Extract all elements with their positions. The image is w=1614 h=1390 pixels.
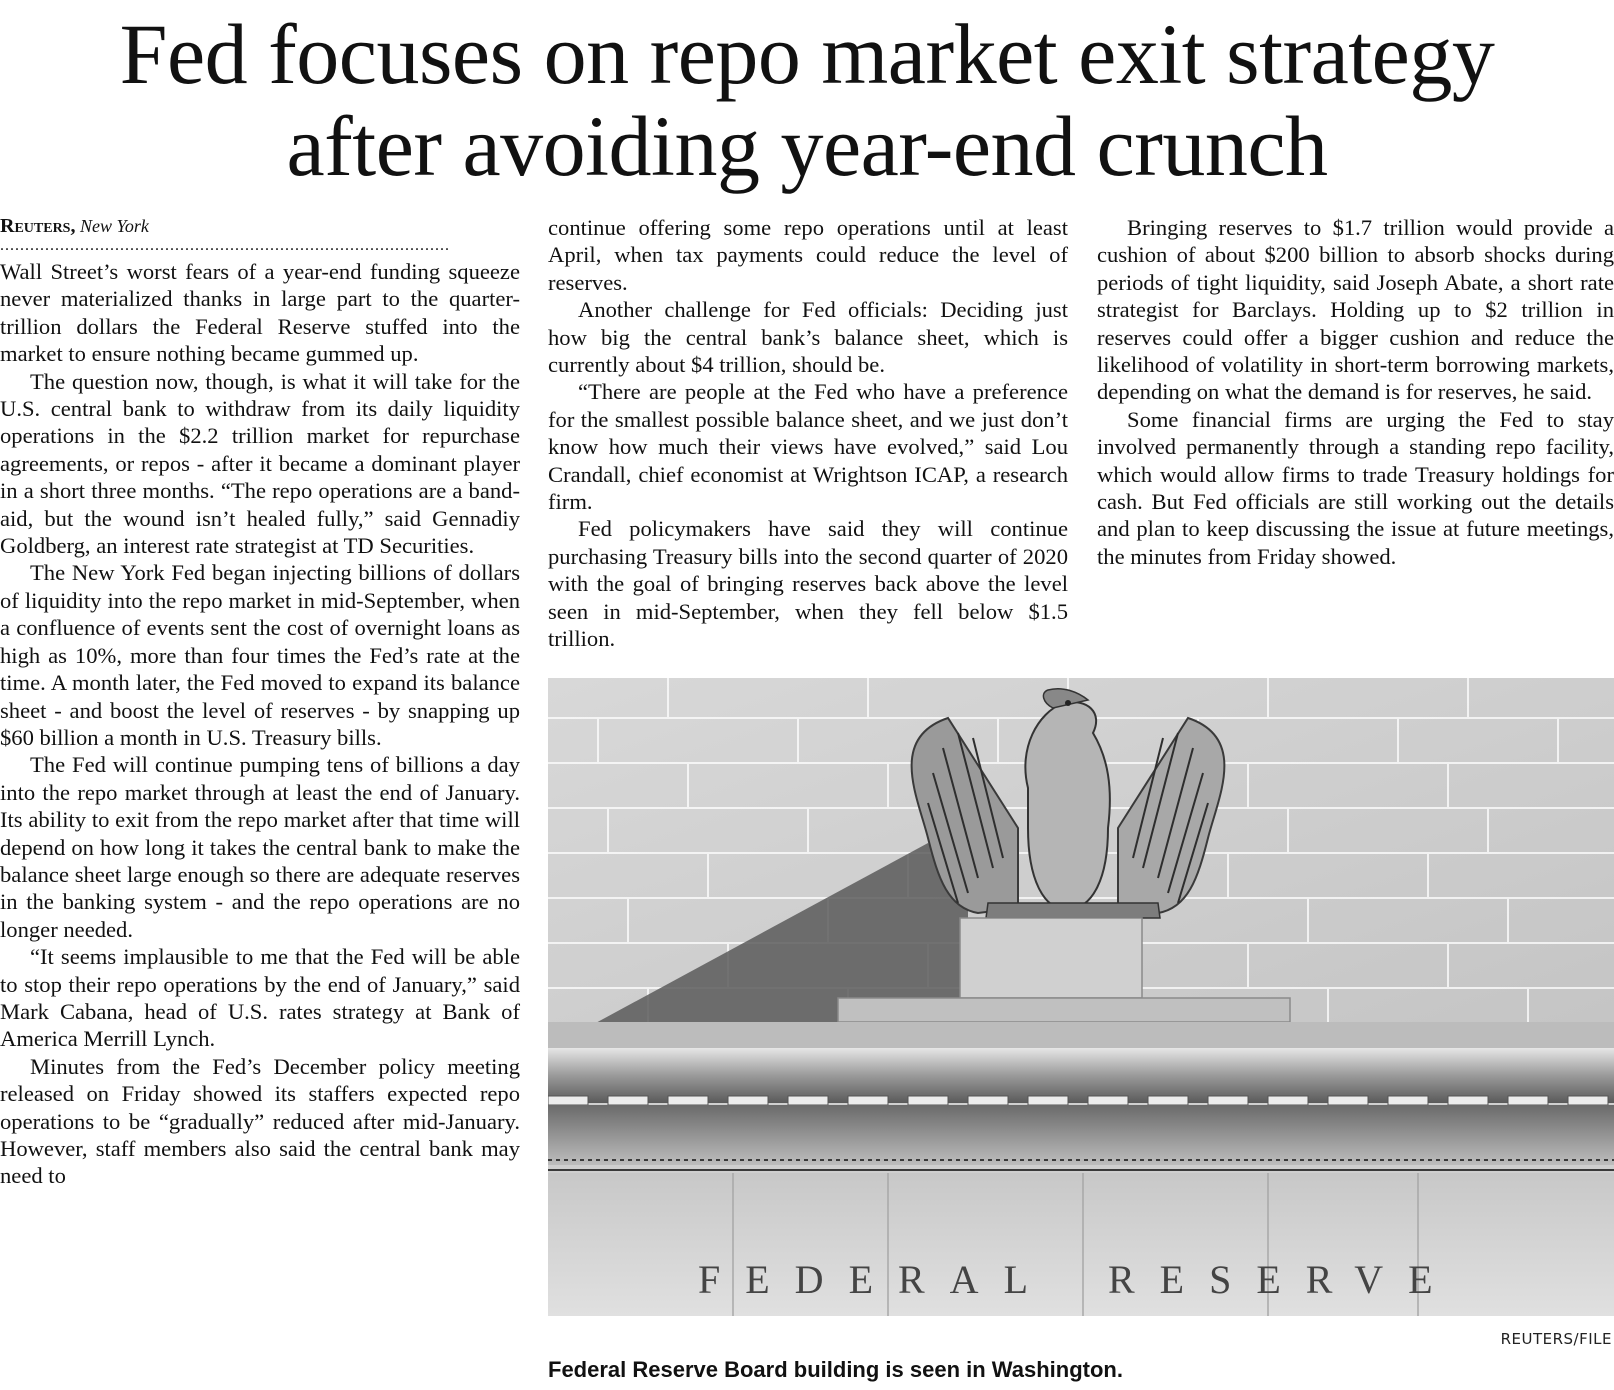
article-paragraph: The question now, though, is what it will take for the U.S. central bank to withdraw from its daily liquidity operations in the $2.2 trillion market for repurchase agreements, or repos - after it became a dominant player in a short three months. “The repo operations are a band-aid, but the wound isn’t healed fully,” said Gennadiy Goldberg, an interest rate strategist at TD Securities.	[0, 368, 520, 559]
inscription-federal: FEDERAL	[698, 1257, 1053, 1302]
photo-credit: REUTERS/FILE	[1500, 1330, 1612, 1348]
dateline	[0, 214, 520, 238]
inscription-reserve: RESERVE	[1108, 1257, 1458, 1302]
dotted-separator: ..........................................................................................	[0, 240, 450, 254]
article-paragraph: The New York Fed began injecting billions of dollars of liquidity into the repo market in mid-September, when a confluence of events sent the cost of overnight loans as high as 10%, more than four times the Fed’s rate at the time. A month later, the Fed moved to expand its balance sheet - and boost the level of reserves - by snapping up $60 billion a month in U.S. Treasury bills.	[0, 560, 520, 750]
article-column-2	[548, 214, 1068, 653]
headline-line-2: after avoiding year-end crunch	[286, 98, 1328, 194]
article-paragraph: Bringing reserves to $1.7 trillion would provide a cushion of about $200 billion to absorb shocks during periods of tight liquidity, said Joseph Abate, a short rate strategist for Barclays. Holding up to $2 trillion in reserves could offer a bigger cushion and reduce the likelihood of volatility in short-term borrowing markets, depending on what the demand is for reserves, he said.	[1097, 215, 1614, 405]
article-paragraph: Some financial firms are urging the Fed to stay involved permanently through a standing repo facility, which would allow firms to trade Treasury holdings for cash. But Fed officials are still working out the details and plan to keep discussing the issue at future meetings, the minutes from Friday showed.	[1097, 406, 1614, 569]
pedestal	[960, 918, 1142, 998]
cornice	[548, 1048, 1614, 1103]
article-paragraph: Another challenge for Fed officials: Deciding just how big the central bank’s balance sheet, which is currently about $4 trillion, should be.	[548, 297, 1068, 378]
article-paragraph: Minutes from the Fed’s December policy meeting released on Friday showed its staffers expected repo operations to be “gradually” reduced after mid-January. However, staff members also said the central bank may need to	[0, 1053, 520, 1189]
article-column-1	[0, 214, 520, 1190]
federal-reserve-building-image	[548, 678, 1614, 1316]
article-paragraph: continue offering some repo operations until at least April, when tax payments could reduce the level of reserves.	[548, 215, 1068, 295]
article-paragraph: Wall Street’s worst fears of a year-end funding squeeze never materialized thanks in large part to the quarter-trillion dollars the Federal Reserve stuffed into the market to ensure nothing became gummed up.	[0, 259, 520, 367]
headline	[0, 8, 1614, 192]
article-paragraph: “It seems implausible to me that the Fed will be able to stop their repo operations by the end of January,” said Mark Cabana, head of U.S. rates strategy at Bank of America Merrill Lynch.	[0, 944, 520, 1052]
article-paragraph: Fed policymakers have said they will continue purchasing Treasury bills into the second quarter of 2020 with the goal of bringing reserves back above the level seen in mid-September, when they fell below $1.5 trillion.	[548, 516, 1068, 652]
photo-caption: Federal Reserve Board building is seen in Washington.	[548, 1357, 1123, 1382]
article-paragraph: “There are people at the Fed who have a preference for the smallest possible balance sheet, and we just don’t know how much their views have evolved,” said Lou Crandall, chief economist at Wrightson ICAP, a research firm.	[548, 379, 1068, 515]
dateline-agency: Reuters,	[0, 215, 76, 237]
pedestal-base	[838, 998, 1290, 1022]
article-column-3	[1097, 214, 1614, 570]
federal-reserve-photo	[548, 678, 1614, 1316]
dateline-city: New York	[79, 216, 149, 236]
headline-line-1: Fed focuses on repo market exit strategy	[119, 6, 1495, 102]
article-paragraph: The Fed will continue pumping tens of billions a day into the repo market through at least the end of January. Its ability to exit from the repo market after that time will depend on how long it takes the central bank to make the balance sheet large enough so there are adequate reserves in the banking system - and the repo operations are no longer needed.	[0, 752, 520, 942]
